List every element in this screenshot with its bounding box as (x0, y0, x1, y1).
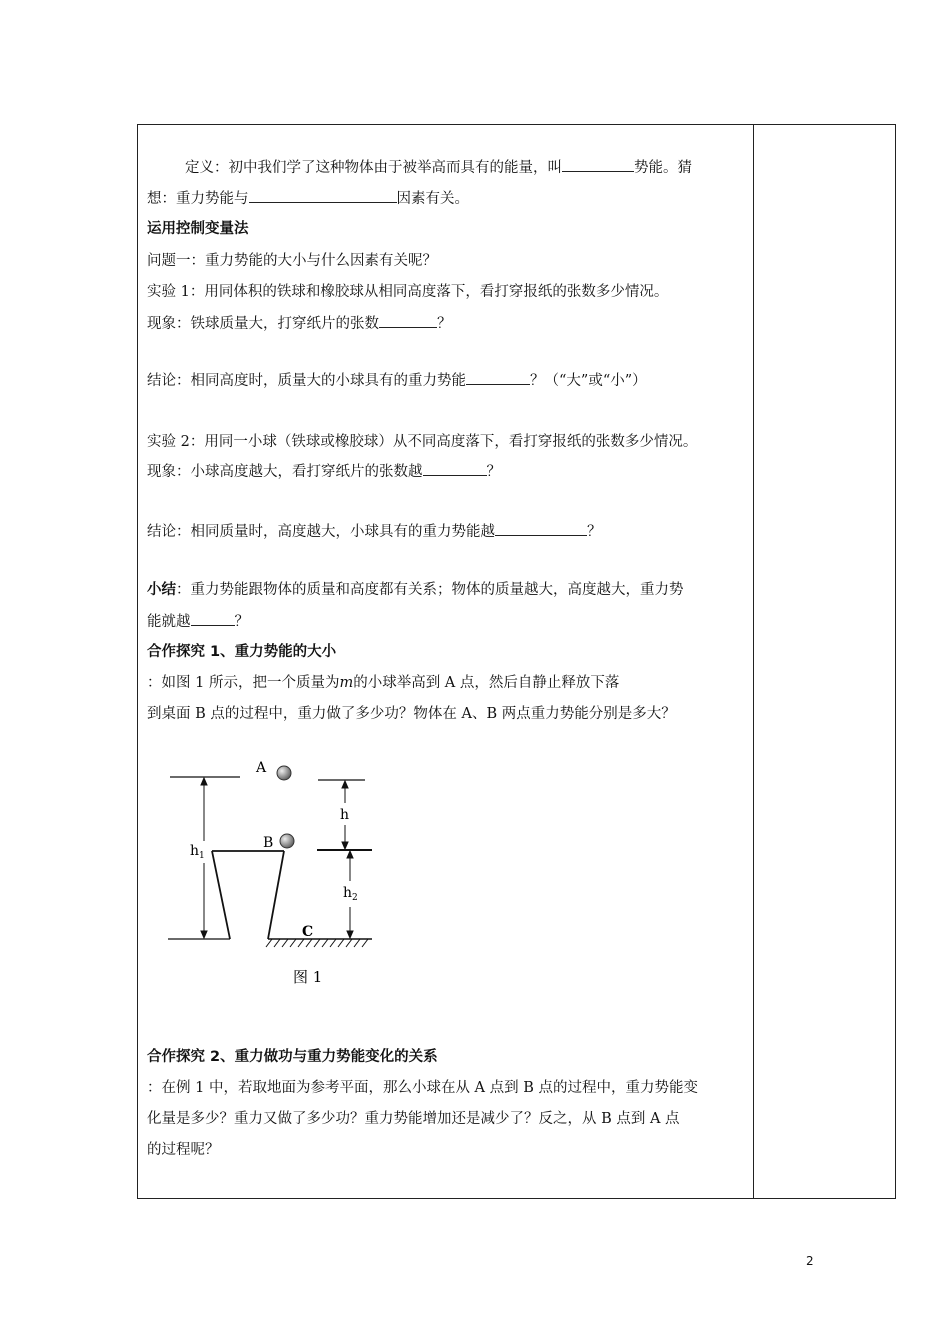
summary-text: ：重力势能跟物体的质量和高度都有关系；物体的质量越大，高度越大，重力势 (176, 582, 684, 598)
summary-line-2 (147, 611, 249, 632)
blank-conclusion-2[interactable] (495, 521, 587, 536)
summary-line-2-text: 能就越 (147, 614, 191, 630)
mass-variable: m (339, 675, 354, 691)
definition-text-tail: 势能。猜 (634, 160, 692, 176)
page-number: 2 (806, 1254, 814, 1268)
label-h1: $h_1$ (190, 843, 205, 861)
label-h2: $h_2$ (343, 885, 358, 903)
conclusion-1 (147, 370, 647, 391)
blank-factors[interactable] (249, 188, 397, 203)
coop-2-line-3: 的过程呢？ (147, 1142, 220, 1158)
ball-b-icon (280, 834, 294, 848)
blank-summary[interactable] (191, 611, 235, 626)
definition-line-1 (185, 157, 692, 178)
coop-1-text-tail: 的小球举高到 A 点，然后自静止释放下落 (353, 675, 620, 691)
ground-hatching (266, 939, 368, 947)
blank-phenomenon-2[interactable] (423, 461, 487, 476)
guess-text: 想：重力势能与 (147, 191, 249, 207)
coop-1-line-1 (147, 673, 619, 693)
summary-label: 小结 (147, 582, 176, 598)
coop-1-line-2: 到桌面 B 点的过程中，重力做了多少功？物体在 A、B 两点重力势能分别是多大？ (147, 706, 676, 722)
coop-2-line-1: ：在例 1 中，若取地面为参考平面，那么小球在从 A 点到 B 点的过程中，重力势能变 (147, 1080, 699, 1096)
conclusion-1-text: 结论：相同高度时，质量大的小球具有的重力势能 (147, 373, 466, 389)
phenomenon-1-tail: ？ (437, 316, 452, 332)
blank-conclusion-1[interactable] (466, 370, 530, 385)
question-1: 问题一：重力势能的大小与什么因素有关呢？ (147, 253, 437, 269)
phenomenon-1 (147, 313, 452, 334)
summary-line-2-tail: ？ (234, 614, 249, 630)
phenomenon-2-tail: ？ (486, 464, 501, 480)
coop-2-heading: 合作探究 2、重力做功与重力势能变化的关系 (147, 1049, 438, 1065)
label-b: B (263, 835, 274, 851)
experiment-1: 实验 1：用同体积的铁球和橡胶球从相同高度落下，看打穿报纸的张数多少情况。 (147, 284, 669, 300)
definition-text: 定义：初中我们学了这种物体由于被举高而具有的能量，叫 (185, 160, 562, 176)
experiment-2: 实验 2：用同一小球（铁球或橡胶球）从不同高度落下，看打穿报纸的张数多少情况。 (147, 434, 698, 450)
coop-1-heading: 合作探究 1、重力势能的大小 (147, 644, 337, 660)
blank-phenomenon-1[interactable] (379, 313, 437, 328)
ball-a-icon (277, 766, 291, 780)
method-heading: 运用控制变量法 (147, 221, 249, 237)
figure-1 (160, 755, 390, 995)
conclusion-1-tail: ？（“大”或“小”） (530, 373, 647, 389)
conclusion-2 (147, 521, 602, 542)
label-h: h (340, 807, 350, 823)
coop-2-line-2: 化量是多少？重力又做了多少功？重力势能增加还是减少了？反之，从 B 点到 A 点 (147, 1111, 680, 1127)
phenomenon-2-text: 现象：小球高度越大，看打穿纸片的张数越 (147, 464, 423, 480)
label-c: C (302, 924, 314, 940)
conclusion-2-tail: ？ (587, 524, 602, 540)
phenomenon-1-text: 现象：铁球质量大，打穿纸片的张数 (147, 316, 379, 332)
phenomenon-2 (147, 461, 501, 482)
figure-caption: 图 1 (293, 968, 323, 986)
definition-line-2 (147, 188, 469, 209)
conclusion-2-text: 结论：相同质量时，高度越大，小球具有的重力势能越 (147, 524, 495, 540)
blank-energy-type[interactable] (562, 157, 634, 172)
table-column-divider (753, 124, 754, 1199)
coop-1-text: ：如图 1 所示，把一个质量为 (147, 675, 340, 691)
guess-text-tail: 因素有关。 (396, 191, 469, 207)
table-shape (212, 851, 284, 939)
label-a: A (256, 760, 267, 776)
summary-line-1 (147, 580, 684, 600)
